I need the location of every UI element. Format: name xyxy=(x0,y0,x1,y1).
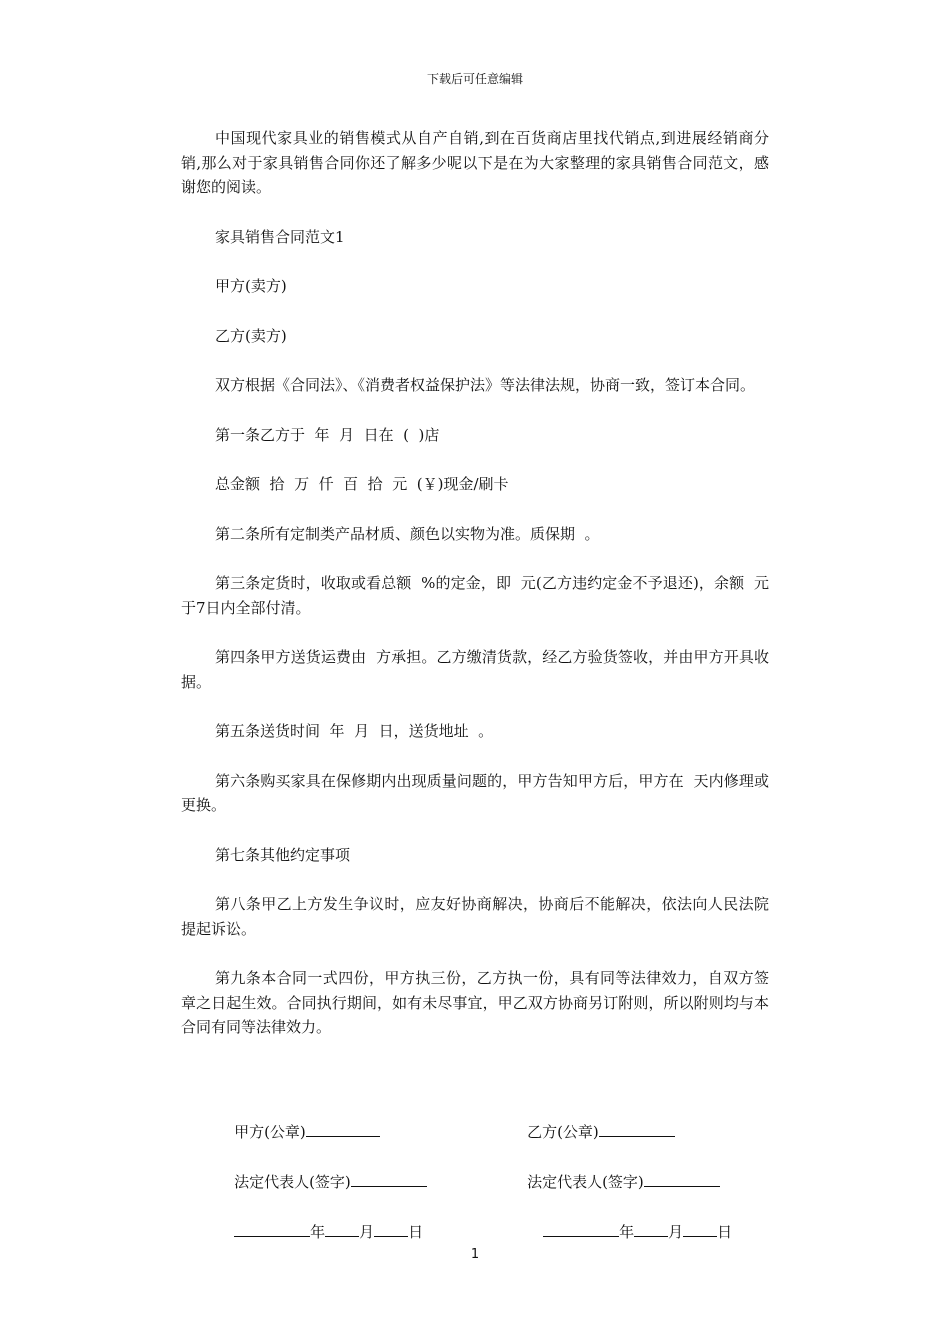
date-a-day-blank xyxy=(374,1220,408,1237)
party-a-seal-label: 甲方(公章) xyxy=(234,1123,306,1141)
date-b-month-label: 月 xyxy=(668,1223,684,1241)
date-a-year-blank xyxy=(234,1220,310,1237)
contract-body xyxy=(181,126,769,1065)
article-5: 第五条送货时间 年 月 日，送货地址 。 xyxy=(215,722,494,740)
party-a-seal-blank xyxy=(306,1120,380,1137)
date-b-year-label: 年 xyxy=(619,1223,635,1241)
article-4: 第四条甲方送货运费由 方承担。乙方缴清货款，经乙方验货签收，并由甲方开具收据。 xyxy=(181,648,769,691)
date-b-day-label: 日 xyxy=(717,1223,733,1241)
intro-paragraph: 中国现代家具业的销售模式从自产自销,到在百货商店里找代销点,到进展经销商分销,那么对于家具销售合同你还了解多少呢以下是在为大家整理的家具销售合同范文，感谢您的阅读。 xyxy=(181,129,769,196)
date-a-month-blank xyxy=(325,1220,359,1237)
page-header: 下载后可任意编辑 xyxy=(426,72,523,86)
rep-b-label: 法定代表人(签字) xyxy=(527,1173,644,1191)
total-amount-line: 总金额 拾 万 仟 百 拾 元 (￥)现金/刷卡 xyxy=(215,475,509,493)
party-a-line: 甲方(卖方) xyxy=(215,277,287,295)
rep-a-blank xyxy=(351,1170,427,1187)
date-b-month-blank xyxy=(634,1220,668,1237)
contract-title: 家具销售合同范文1 xyxy=(215,227,345,246)
date-b-day-blank xyxy=(683,1220,717,1237)
article-6: 第六条购买家具在保修期内出现质量问题的，甲方告知甲方后，甲方在 天内修理或更换。 xyxy=(181,771,769,814)
basis-paragraph: 双方根据《合同法》、《消费者权益保护法》等法律法规，协商一致，签订本合同。 xyxy=(215,376,756,394)
article-1: 第一条乙方于 年 月 日在 ( )店 xyxy=(215,425,440,444)
page-number: 1 xyxy=(470,1247,480,1262)
date-a-day-label: 日 xyxy=(408,1223,424,1241)
article-9: 第九条本合同一式四份，甲方执三份，乙方执一份，具有同等法律效力，自双方签章之日起生效。合同执行期间，如有未尽事宜，甲乙双方协商另订附则，所以附则均与本合同有同等法律效力。 xyxy=(181,969,769,1036)
rep-b-blank xyxy=(644,1170,720,1187)
date-b-year-blank xyxy=(543,1220,619,1237)
article-2: 第二条所有定制类产品材质、颜色以实物为准。质保期 。 xyxy=(215,524,600,543)
date-a-year-label: 年 xyxy=(310,1223,326,1241)
party-b-line: 乙方(卖方) xyxy=(215,326,287,345)
article-3: 第三条定货时，收取或看总额 %的定金，即 元(乙方违约定金不予退还)，余额 元于7日内全部付清。 xyxy=(181,574,769,617)
party-b-seal-blank xyxy=(599,1120,675,1137)
article-7: 第七条其他约定事项 xyxy=(215,845,351,864)
date-a-month-label: 月 xyxy=(359,1223,375,1241)
party-b-seal-label: 乙方(公章) xyxy=(527,1123,599,1141)
article-8: 第八条甲乙上方发生争议时，应友好协商解决，协商后不能解决，依法向人民法院提起诉讼。 xyxy=(181,895,769,938)
rep-a-label: 法定代表人(签字) xyxy=(234,1173,351,1191)
